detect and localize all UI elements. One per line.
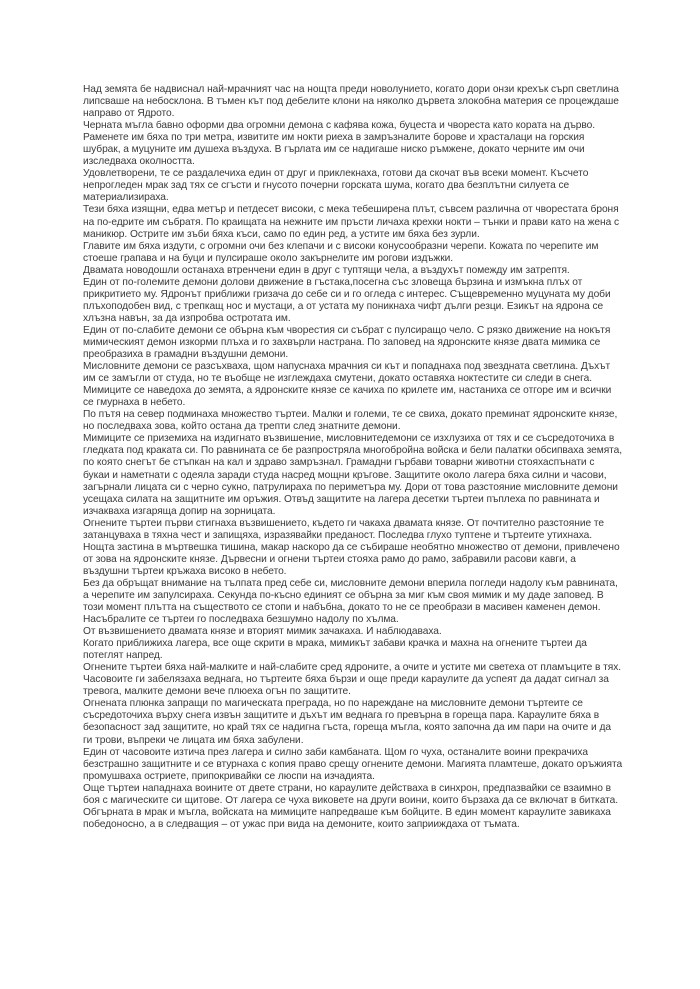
paragraph: Един от по-големите демони долови движение в гъстака,посегна със зловеща бързина и измъкна плъх от прикритието му. Ядронът приближи гризача до себе си и го огледа с интерес. Същевременно муцуната му доби плъхоподобен вид, с трепкащ нос и мустаци, а от устата му поникнаха чифт дълги резци. Езикът на ядрона се хлъзна навън, за да изпробва остротата им. bbox=[83, 276, 611, 324]
paragraph: Един от по-слабите демони се обърна към чворестия си събрат с пулсиращо чело. С рязко движение на нокътя мимическият демон изкорми плъха и го захвърли настрана. По заповед на ядронските князе двата мимика се преобразиха в грамадни въздушни демони. bbox=[83, 324, 611, 361]
paragraph: Главите им бяха издути, с огромни очи без клепачи и с високи конусообразни черепи. Кожата по черепите им стоеше грапава и на буци и пулсираше около закърнелите им рогови издъжки. bbox=[83, 240, 599, 264]
paragraph: Мимиците се приземиха на издигнато възвишение, мисловнитедемони се изхлузиха от тях и се съсредоточиха в гледката под краката си. По равнината се бе разпростряла многобройна войска и бели палатки обсипваха земята, по която снегът бе стъпкан на кал и здраво замръзнал. Грамадни гърбави товарни животни стояхаспънати с букаи и наметнати с одеяла заради студа насред мощни кръгове. Защитите около лагера бяха силни и часови, загърнали лицата си с черно сукно, патрулираха по периметъра му. Дори от това разстояние мисловните демони усещаха силата на защитните им оръжия. Отвъд защитите на лагера десетки търтеи пъплеха по равнината и изчакваха изгаряща допир на зорницата. bbox=[83, 433, 623, 517]
paragraph: Черната мъгла бавно оформи два огромни демона с кафява кожа, буцеста и чвореста като кората на дърво. Раменете им бяха по три метра, извитите им нокти риеха в замръзналите борове и храсталаци на горския шубрак, а муцуните им душеха въздуха. В гърлата им се надигаше ниско ръмжене, докато черните им очи изследваха околността. bbox=[83, 120, 596, 168]
paragraph: Тези бяха изящни, едва метър и петдесет високи, с мека тебеширена плът, съвсем различна от чворестата броня на по-едрите им събратя. По краищата на нежните им пръсти личаха крехки нокти – тънки и прави като на жена с маникюр. Острите им зъби бяха къси, само по един ред, а устите им бяха без зурли. bbox=[83, 204, 620, 240]
paragraph: Мисловните демони се разсъхваха, щом напуснаха мрачния си кът и попаднаха под звездната светлина. Дъхът им се замъгли от студа, но те въобще не изглеждаха смутени, докато оставяха ноктестите си следи в снега. Мимиците се наведоха до земята, а ядронските князе се качиха по крилете им, настаниха се отгоре им и всички се гмурнаха в небето. bbox=[83, 361, 612, 409]
paragraph: Без да обръщат внимание на тълпата пред себе си, мисловните демони вперила погледи надолу към равнината, а черепите им запулсираха. Секунда по-късно единият се обърна за миг към своя мимик и му даде заповед. В този момент плътта на съществото се стопи и набъбна, докато то не се преобрази в масивен каменен демон. Насъбралите се търтеи го последваха безшумно надолу по хълма. bbox=[83, 577, 618, 626]
paragraph: Един от часовоите изтича през лагера и силно заби камбаната. Щом го чуха, останалите воини прекрачиха безстрашно защитните и се втурнаха с копия право срещу огнените демони. Магията пламтеше, докато оръжията промушваха остриете, припокривайки се люспи на изчадията. bbox=[83, 746, 623, 782]
paragraph: Огнените търтеи първи стигнаха възвишението, където ги чакаха двамата князе. От почтително разстояние те затанцуваха в тяхна чест и запищяха, изразявайки преданост. Последва глухо туптене и търтеите утихнаха. Нощта застина в мъртвешка тишина, макар наскоро да се събираше необятно множество от демони, привлечено от зова на ядронските князе. Дървесни и огнени търтеи стояха рамо до рамо, забравили расови кавги, а въздушни търтеи кръжаха високо в небето. bbox=[83, 517, 620, 577]
paragraph: Удовлетворени, те се раздалечиха един от друг и приклекнаха, готови да скочат във всеки момент. Късчето непрогледен мрак зад тях се сгъсти и гнусото почерни горската шума, когато два безплътни силуета се материализираха. bbox=[83, 168, 589, 204]
paragraph: Над земята бе надвиснал най-мрачният час на нощта преди новолунието, когато дори онзи крехък сърп светлина липсваше на небосклона. В тъмен кът под дебелите клони на няколко дървета злокобна материя се процеждаше направо от Ядрото. bbox=[83, 84, 619, 120]
paragraph: Обгърната в мрак и мъгла, войската на мимиците напредваше към бойците. В един момент караулите завикаха победоносно, а в следващия – от ужас при вида на демоните, които заприиждаха от тъмата. bbox=[83, 806, 611, 830]
paragraph: Още търтеи нападнаха воините от двете страни, но караулите действаха в синхрон, предпазвайки се взаимно в боя с магическите си щитове. От лагера се чуха виковете на други воини, които бързаха да се включат в битката. bbox=[83, 782, 618, 806]
paragraph: Огнените търтеи бяха най-малките и най-слабите сред ядроните, а очите и устите ми светеха от пламъците в тях. Часовоите ги забелязаха веднага, но търтеите бяха бързи и още преди караулите да успеят да дадат сигнал за тревога, малките демони вече плюеха огън по защитите. bbox=[83, 662, 622, 698]
paragraph: Двамата новодошли останаха втренчени един в друг с туптящи чела, а въздухът помежду им затрептя. bbox=[83, 264, 570, 276]
paragraph: От възвишението двамата князе и вторият мимик зачакаха. И наблюдаваха. bbox=[83, 626, 442, 638]
paragraph: Огнената плюнка запращи по магическата преграда, но по нареждане на мисловните демони търтеите се съсредоточиха върху снега извън защитите и дъхът им веднага го превърна в гореща пара. Караулите бяха в безопасност зад защитите, но край тях се надигна гъста, гореща мъгла, която започна да им пари на очите и да ги трови, въпреки че лицата им бяха забулени. bbox=[83, 698, 611, 746]
paragraph: По пътя на север подминаха множество търтеи. Малки и големи, те се свиха, докато преминат ядронските князе, но последваха зова, който остана да трепти след знатните демони. bbox=[83, 409, 618, 433]
paragraph: Когато приближиха лагера, все още скрити в мрака, мимикът забави крачка и махна на огнените търтеи да потеглят напред. bbox=[83, 638, 587, 662]
story-text bbox=[83, 84, 623, 831]
